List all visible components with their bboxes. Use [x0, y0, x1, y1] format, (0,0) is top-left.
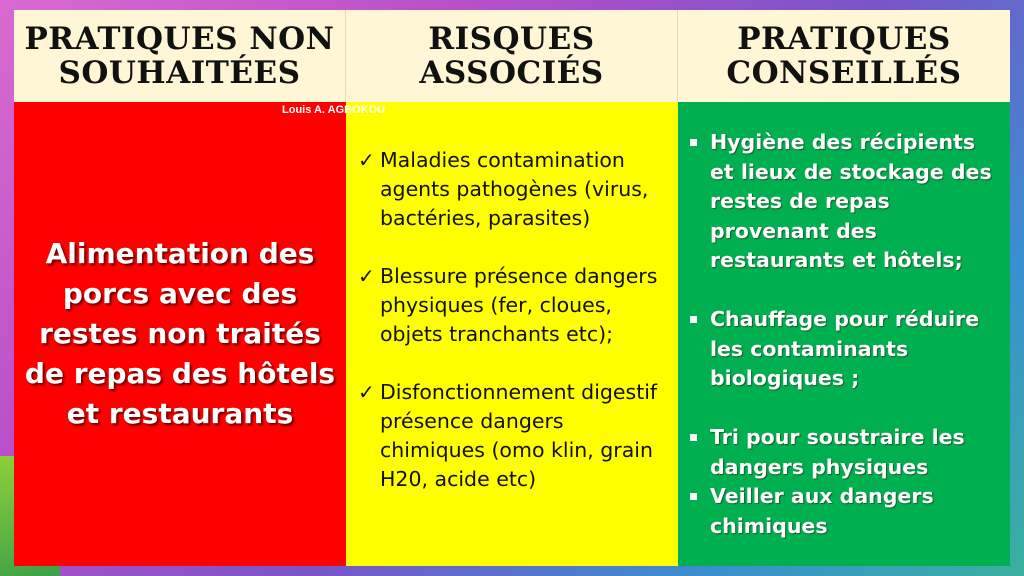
square-bullet-icon [690, 316, 697, 323]
list-item-text: Disfonctionnement digestif présence dangers chimiques (omo klin, grain H20, acide etc) [380, 380, 658, 491]
list-item [688, 128, 1002, 276]
list-item-text: Maladies contamination agents pathogènes (virus, bactéries, parasites) [380, 148, 649, 230]
column-associated-risks [346, 102, 678, 566]
recommendations-list [678, 102, 1010, 541]
list-item-text: Tri pour soustraire les dangers physiques [710, 425, 965, 479]
header-label: PRATIQUES NON SOUHAITÉES [24, 21, 335, 91]
header-label: RISQUES ASSOCIÉS [419, 21, 604, 91]
list-item [358, 262, 670, 349]
check-icon: ✓ [358, 380, 375, 404]
header-associated-risks [346, 10, 678, 102]
header-recommended-practices [678, 10, 1010, 102]
list-item-text: Hygiène des récipients et lieux de stockage des restes de repas provenant des restaurants et hôtels; [710, 130, 992, 272]
author-watermark: Louis A. AGBOKOU [282, 104, 386, 116]
list-item [688, 482, 1002, 541]
list-item [358, 146, 670, 233]
list-item-text: Blessure présence dangers physiques (fer, cloues, objets tranchants etc); [380, 264, 658, 346]
list-item-text: Chauffage pour réduire les contaminants biologiques ; [710, 307, 980, 390]
risks-list [346, 102, 678, 494]
square-bullet-icon [690, 139, 697, 146]
list-item [688, 423, 1002, 482]
square-bullet-icon [690, 493, 697, 500]
header-label: PRATIQUES CONSEILLÉS [726, 21, 962, 91]
check-icon: ✓ [358, 148, 375, 172]
column-undesired-practices [14, 102, 346, 566]
column-recommended-practices [678, 102, 1010, 566]
square-bullet-icon [690, 434, 697, 441]
comparison-table [14, 10, 1010, 566]
check-icon: ✓ [358, 264, 375, 288]
list-item-text: Veiller aux dangers chimiques [710, 484, 934, 538]
list-item [358, 378, 670, 494]
header-undesired-practices [14, 10, 346, 102]
undesired-practice-text: Alimentation des porcs avec des restes non traités de repas des hôtels et restaurants [24, 237, 336, 430]
list-item [688, 305, 1002, 394]
